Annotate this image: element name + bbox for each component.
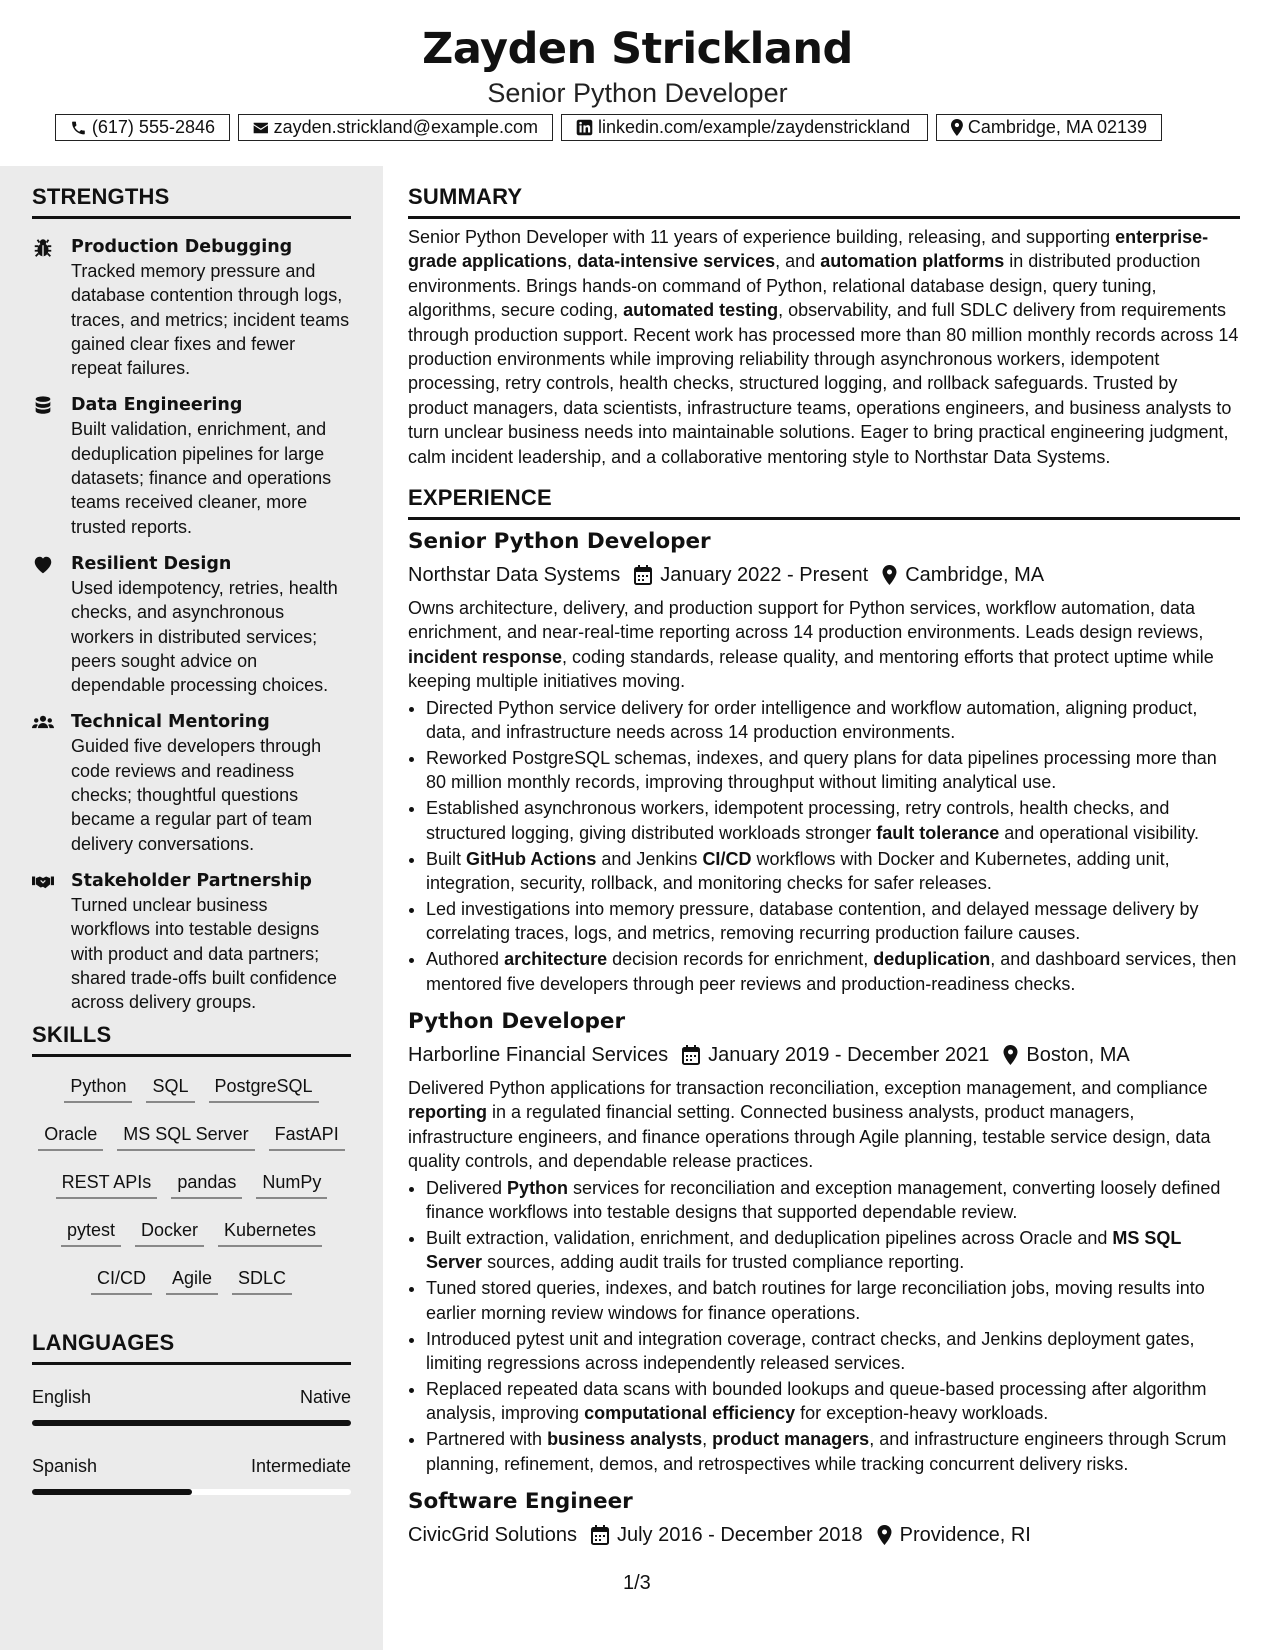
job-description: Delivered Python applications for transaction reconciliation, exception management, and compliance reporting in a regulated financial setting. Connected business analysts, product managers, infrastructure engineers, and finance operations through Agile planning, testable service design, data quality controls, and dependable release practices. [408, 1078, 1211, 1172]
skill-tag: Kubernetes [218, 1215, 322, 1247]
strength-title: Production Debugging [71, 237, 293, 257]
strength-item [32, 393, 351, 538]
summary-text: Senior Python Developer with 11 years of experience building, releasing, and supporting enterprise-grade applications, data-intensive services, and automation platforms in distributed production environments. Brings hands-on command of Python, relational database design, query tuning, algorithms, secure coding, automated testing, observability, and full SDLC delivery from requirements through production support. Recent work has processed more than 80 million monthly records across 14 production environments while improving reliability through asynchronous workers, idempotent processing, retry controls, health checks, structured logging, and rollback safeguards. Trusted by product managers, data scientists, infrastructure teams, operations engineers, and business analysts to turn unclear business needs into maintainable solutions. Eager to bring practical engineering judgment, calm incident leadership, and a collaborative mentoring style to Northstar Data Systems. [408, 227, 1239, 467]
languages-heading: LANGUAGES [32, 1330, 351, 1365]
list-item: • Partnered with business analysts, product managers, and infrastructure engineers through Scrum planning, refinement, demos, and retrospectives while tracking concurrent delivery risks. [426, 1427, 1240, 1476]
calendar-icon [634, 565, 652, 585]
job-description: Owns architecture, delivery, and production support for Python services, workflow automation, data enrichment, and near-real-time reporting across 14 production environments. Leads design reviews, incident response, coding standards, release quality, and mentoring efforts that protect uptime while keeping multiple initiatives moving. [408, 598, 1214, 692]
job-entry [408, 1488, 1240, 1548]
strength-item [32, 235, 351, 380]
heart-icon [32, 554, 54, 576]
list-item: • Introduced pytest unit and integration coverage, contract checks, and Jenkins deployment gates, limiting regressions across independently released services. [426, 1327, 1240, 1376]
map-pin-icon [1003, 1045, 1018, 1065]
job-company: CivicGrid Solutions [408, 1524, 577, 1547]
envelope-icon [253, 120, 269, 136]
map-pin-icon [951, 118, 963, 137]
skill-tag: PostgreSQL [209, 1071, 319, 1103]
contact-email[interactable] [238, 114, 553, 141]
skill-tag: FastAPI [269, 1119, 345, 1151]
phone-icon [70, 119, 87, 137]
job-dates: January 2019 - December 2021 [708, 1044, 990, 1067]
linkedin-icon [576, 119, 593, 136]
language-proficiency-bar [32, 1489, 351, 1495]
job-title: Python Developer [408, 1009, 626, 1035]
job-dates: January 2022 - Present [660, 564, 869, 587]
sidebar [0, 166, 383, 1650]
job-location: Providence, RI [899, 1524, 1031, 1547]
strengths-section [32, 184, 351, 1014]
job-company: Harborline Financial Services [408, 1044, 669, 1067]
skill-tag: SDLC [232, 1263, 292, 1295]
calendar-icon [591, 1525, 609, 1545]
list-item: • Tuned stored queries, indexes, and batch routines for large reconciliation jobs, moving results into earlier morning review windows for finance operations. [426, 1276, 1240, 1325]
skill-tag: pytest [61, 1215, 121, 1247]
job-meta [408, 1042, 1240, 1068]
skill-tag: Python [64, 1071, 132, 1103]
languages-section [32, 1330, 351, 1495]
list-item: • Delivered Python services for reconciliation and exception management, converting loosely defined finance workflows into testable designs that supported dependable review. [426, 1176, 1240, 1225]
skill-tag: Agile [166, 1263, 218, 1295]
list-item: • Built GitHub Actions and Jenkins CI/CD workflows with Docker and Kubernetes, adding unit, integration, security, rollback, and monitoring checks for safer releases. [426, 847, 1240, 896]
contact-linkedin[interactable] [561, 114, 928, 141]
experience-heading: EXPERIENCE [408, 485, 1240, 520]
handshake-icon [32, 871, 54, 893]
calendar-icon [682, 1045, 700, 1065]
strength-title: Technical Mentoring [71, 712, 270, 733]
language-level: Intermediate [250, 1456, 351, 1476]
job-company: Northstar Data Systems [408, 564, 621, 587]
strength-description: Built validation, enrichment, and deduplication pipelines for large datasets; finance and operations teams received cleaner, more trusted reports. [71, 419, 332, 537]
list-item: • Reworked PostgreSQL schemas, indexes, and query plans for data pipelines processing more than 80 million monthly records, improving throughput without limiting analytical use. [426, 746, 1240, 795]
users-icon [32, 712, 54, 734]
language-proficiency-bar [32, 1420, 351, 1426]
language-item [32, 1456, 351, 1495]
list-item: • Established asynchronous workers, idempotent processing, retry controls, health checks, and structured logging, giving distributed workloads stronger fault tolerance and operational visibility. [426, 796, 1240, 845]
job-location: Boston, MA [1026, 1044, 1130, 1067]
skills-list [32, 1071, 351, 1295]
language-level: Native [299, 1387, 351, 1407]
job-meta [408, 1522, 1240, 1548]
email-text: zayden.strickland@example.com [273, 117, 538, 137]
skill-tag: pandas [171, 1167, 242, 1199]
strength-title: Stakeholder Partnership [71, 870, 312, 891]
candidate-name: Zayden Strickland [422, 24, 853, 74]
phone-text: (617) 555-2846 [91, 117, 215, 137]
strength-item [32, 710, 351, 855]
strength-description: Tracked memory pressure and database contention through logs, traces, and metrics; incident teams gained clear fixes and fewer repeat failures. [71, 261, 350, 379]
map-pin-icon [877, 1525, 892, 1545]
language-proficiency-fill [32, 1489, 192, 1495]
language-name: Spanish [32, 1456, 98, 1476]
skill-tag: Oracle [38, 1119, 103, 1151]
summary-heading: SUMMARY [408, 184, 1240, 219]
job-bullets [408, 696, 1240, 996]
skill-tag: CI/CD [91, 1263, 152, 1295]
strength-description: Guided five developers through code reviews and readiness checks; thoughtful questions became a regular part of team delivery conversations. [71, 736, 322, 854]
skill-tag: MS SQL Server [117, 1119, 254, 1151]
job-meta [408, 562, 1240, 588]
job-bullets [408, 1176, 1240, 1476]
language-item [32, 1387, 351, 1426]
contact-bar [55, 114, 1162, 141]
list-item: • Authored architecture decision records for enrichment, deduplication, and dashboard services, then mentored five developers through peer reviews and production-readiness checks. [426, 947, 1240, 996]
strength-title: Resilient Design [71, 553, 232, 574]
language-name: English [32, 1387, 92, 1407]
candidate-title: Senior Python Developer [487, 78, 788, 108]
skills-section [32, 1022, 351, 1295]
list-item: • Built extraction, validation, enrichment, and deduplication pipelines across Oracle and MS SQL Server sources, adding audit trails for trusted compliance reporting. [426, 1226, 1240, 1275]
contact-location [936, 114, 1162, 141]
linkedin-text: linkedin.com/example/zaydenstrickland [598, 117, 911, 137]
location-text: Cambridge, MA 02139 [967, 117, 1147, 137]
language-proficiency-fill [32, 1420, 351, 1426]
resume-header [0, 0, 1275, 110]
strength-item [32, 869, 351, 1014]
strength-item [32, 552, 351, 697]
contact-phone[interactable] [55, 114, 230, 141]
job-dates: July 2016 - December 2018 [616, 1524, 863, 1547]
main-content [408, 166, 1240, 1548]
map-pin-icon [882, 565, 897, 585]
list-item: • Replaced repeated data scans with bounded lookups and queue-based processing after algorithm analysis, improving computational efficiency for exception-heavy workloads. [426, 1377, 1240, 1426]
jobs-list [408, 528, 1240, 1548]
summary-section [408, 166, 1240, 469]
job-entry [408, 528, 1240, 996]
job-title: Senior Python Developer [408, 529, 711, 555]
page-number: 1/3 [623, 1572, 651, 1594]
skill-tag: SQL [146, 1071, 194, 1103]
job-location: Cambridge, MA [905, 564, 1045, 587]
job-title: Software Engineer [408, 1489, 633, 1515]
strength-title: Data Engineering [71, 395, 243, 416]
skill-tag: REST APIs [56, 1167, 158, 1199]
strength-description: Used idempotency, retries, health checks, and asynchronous workers in distributed services; peers sought advice on dependable processing choices. [71, 577, 338, 696]
list-item: • Led investigations into memory pressure, database contention, and delayed message delivery by correlating traces, logs, and metrics, removing recurring production failure causes. [426, 897, 1240, 946]
skill-tag: Docker [135, 1215, 204, 1247]
experience-section [408, 485, 1240, 1548]
skill-tag: NumPy [256, 1167, 327, 1199]
job-entry [408, 1008, 1240, 1476]
strength-description: Turned unclear business workflows into testable designs with product and data partners; shared trade-offs built confidence across delivery groups. [71, 894, 337, 1013]
skills-heading: SKILLS [32, 1022, 351, 1057]
database-icon [32, 395, 54, 417]
strengths-heading: STRENGTHS [32, 184, 351, 219]
list-item: • Directed Python service delivery for order intelligence and workflow automation, aligning product, data, and infrastructure needs across 14 production environments. [426, 696, 1240, 745]
bug-icon [32, 237, 54, 259]
